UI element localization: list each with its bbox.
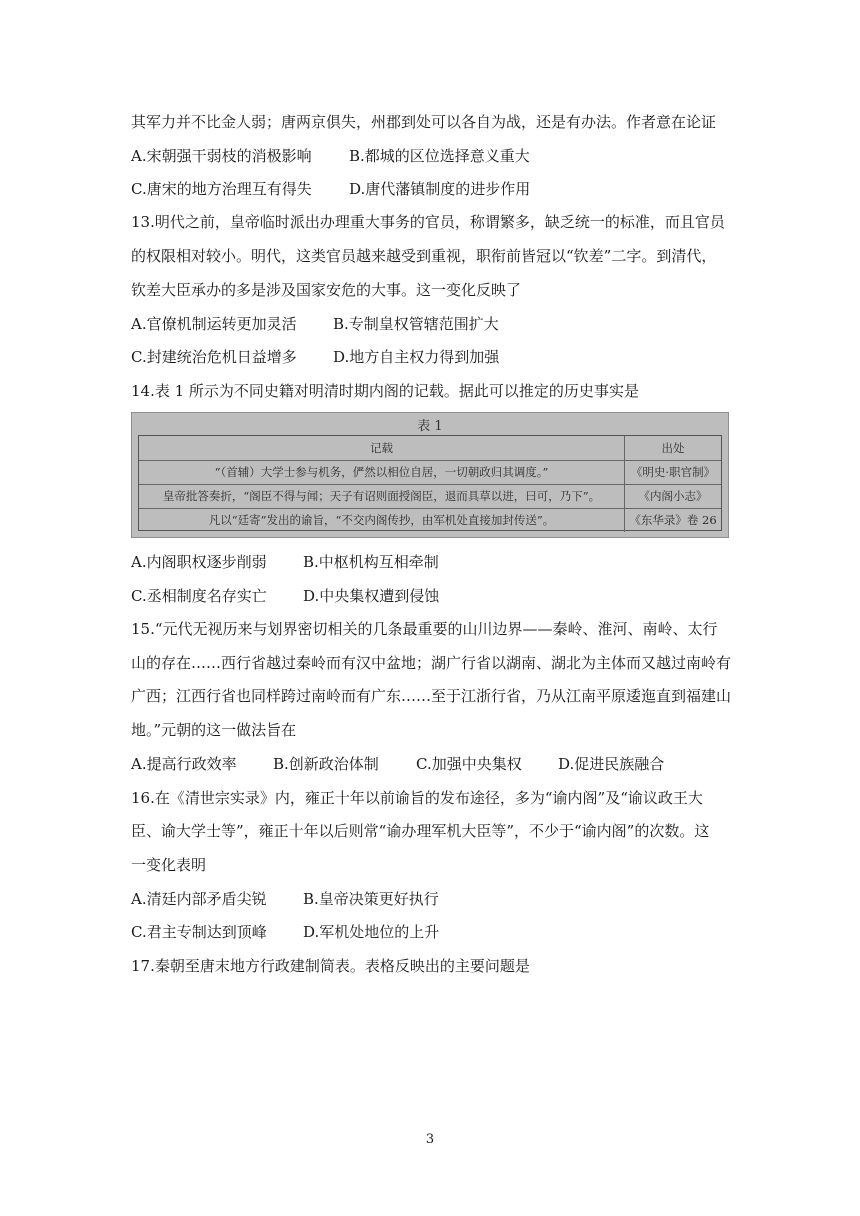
q14-option-b: B.中枢机构互相牵制 [303, 553, 439, 571]
question-15-stem-2: 山的存在……西行省越过秦岭而有汉中盆地；湖广行省以湖南、湖北为主体而又越过南岭有 [131, 654, 732, 672]
table-cell-record: 皇帝批答奏折，“阁臣不得与闻；天子有诏则面授阁臣，退而具草以进，曰可，乃下”。 [139, 484, 625, 508]
q13-option-d: D.地方自主权力得到加强 [333, 348, 500, 366]
table-header-row [139, 436, 721, 461]
table-cell-record: “（首辅）大学士参与机务，俨然以相位自居，一切朝政归其调度。” [139, 460, 625, 484]
question-13-stem-3: 钦差大臣承办的多是涉及国家安危的大事。这一变化反映了 [131, 281, 522, 299]
q16-option-c: C.君主专制达到顶峰 [131, 923, 267, 941]
q15-option-b: B.创新政治体制 [273, 755, 379, 773]
question-15-stem-4: 地。”元朝的这一做法旨在 [131, 721, 297, 739]
table-row [139, 484, 721, 509]
q15-option-d: D.促进民族融合 [558, 755, 665, 773]
question-15-stem-3: 广西；江西行省也同样跨过南岭而有广东……至于江浙行省，乃从江南平原逶迤直到福建山 [131, 687, 732, 705]
table-cell-source: 《内阁小志》 [638, 489, 708, 503]
table-cell-record: 凡以“廷寄”发出的谕旨，“不交内阁传抄，由军机处直接加封传送”。 [139, 508, 625, 532]
table-header-source: 出处 [661, 441, 685, 455]
q13-option-a: A.官僚机制运转更加灵活 [131, 315, 297, 333]
q15-option-c: C.加强中央集权 [416, 755, 522, 773]
q16-option-a: A.清廷内部矛盾尖锐 [131, 890, 267, 908]
table-grid [138, 435, 722, 531]
question-13-stem-2: 的权限相对较小。明代，这类官员越来越受到重视，职衔前皆冠以“钦差”二字。到清代， [131, 247, 717, 265]
question-15-stem-1: 15.“元代无视历来与划界密切相关的几条最重要的山川边界——秦岭、淮河、南岭、太行 [131, 620, 718, 638]
q14-option-c: C.丞相制度名存实亡 [131, 587, 267, 605]
question-14-stem: 14.表 1 所示为不同史籍对明清时期内阁的记载。据此可以推定的历史事实是 [131, 382, 639, 400]
table-1-image [131, 412, 729, 538]
table-header-record: 记载 [139, 436, 625, 460]
question-16-stem-3: 一变化表明 [131, 856, 207, 874]
table-row [139, 460, 721, 485]
q14-option-d: D.中央集权遭到侵蚀 [303, 587, 440, 605]
q12-option-c: C.唐宋的地方治理互有得失 [131, 180, 312, 198]
question-12-stem-tail: 其军力并不比金人弱；唐两京俱失，州郡到处可以各自为战，还是有办法。作者意在论证 [131, 113, 717, 131]
question-16-stem-2: 臣、谕大学士等”，雍正十年以后则常“谕办理军机大臣等”，不少于“谕内阁”的次数。这 [131, 822, 710, 840]
q16-option-d: D.军机处地位的上升 [303, 923, 440, 941]
table-title: 表 1 [417, 419, 443, 434]
q16-option-b: B.皇帝决策更好执行 [303, 890, 439, 908]
q14-option-a: A.内阁职权逐步削弱 [131, 553, 267, 571]
page-number: 3 [425, 1132, 435, 1147]
q12-option-a: A.宋朝强干弱枝的消极影响 [131, 147, 312, 165]
q13-option-b: B.专制皇权管辖范围扩大 [333, 315, 499, 333]
table-cell-source: 《明史·职官制》 [630, 465, 716, 479]
q12-option-d: D.唐代藩镇制度的进步作用 [349, 180, 531, 198]
table-row [139, 508, 721, 532]
question-17-stem: 17.秦朝至唐末地方行政建制简表。表格反映出的主要问题是 [131, 957, 530, 975]
q15-option-a: A.提高行政效率 [131, 755, 237, 773]
question-16-stem-1: 16.在《清世宗实录》内，雍正十年以前谕旨的发布途径，多为“谕内阁”及“谕议政王大 [131, 789, 703, 807]
table-cell-source: 《东华录》卷 26 [629, 513, 717, 527]
q12-option-b: B.都城的区位选择意义重大 [349, 147, 530, 165]
q13-option-c: C.封建统治危机日益增多 [131, 348, 297, 366]
question-13-stem-1: 13.明代之前，皇帝临时派出办理重大事务的官员，称谓繁多，缺乏统一的标准，而且官员 [131, 213, 725, 231]
